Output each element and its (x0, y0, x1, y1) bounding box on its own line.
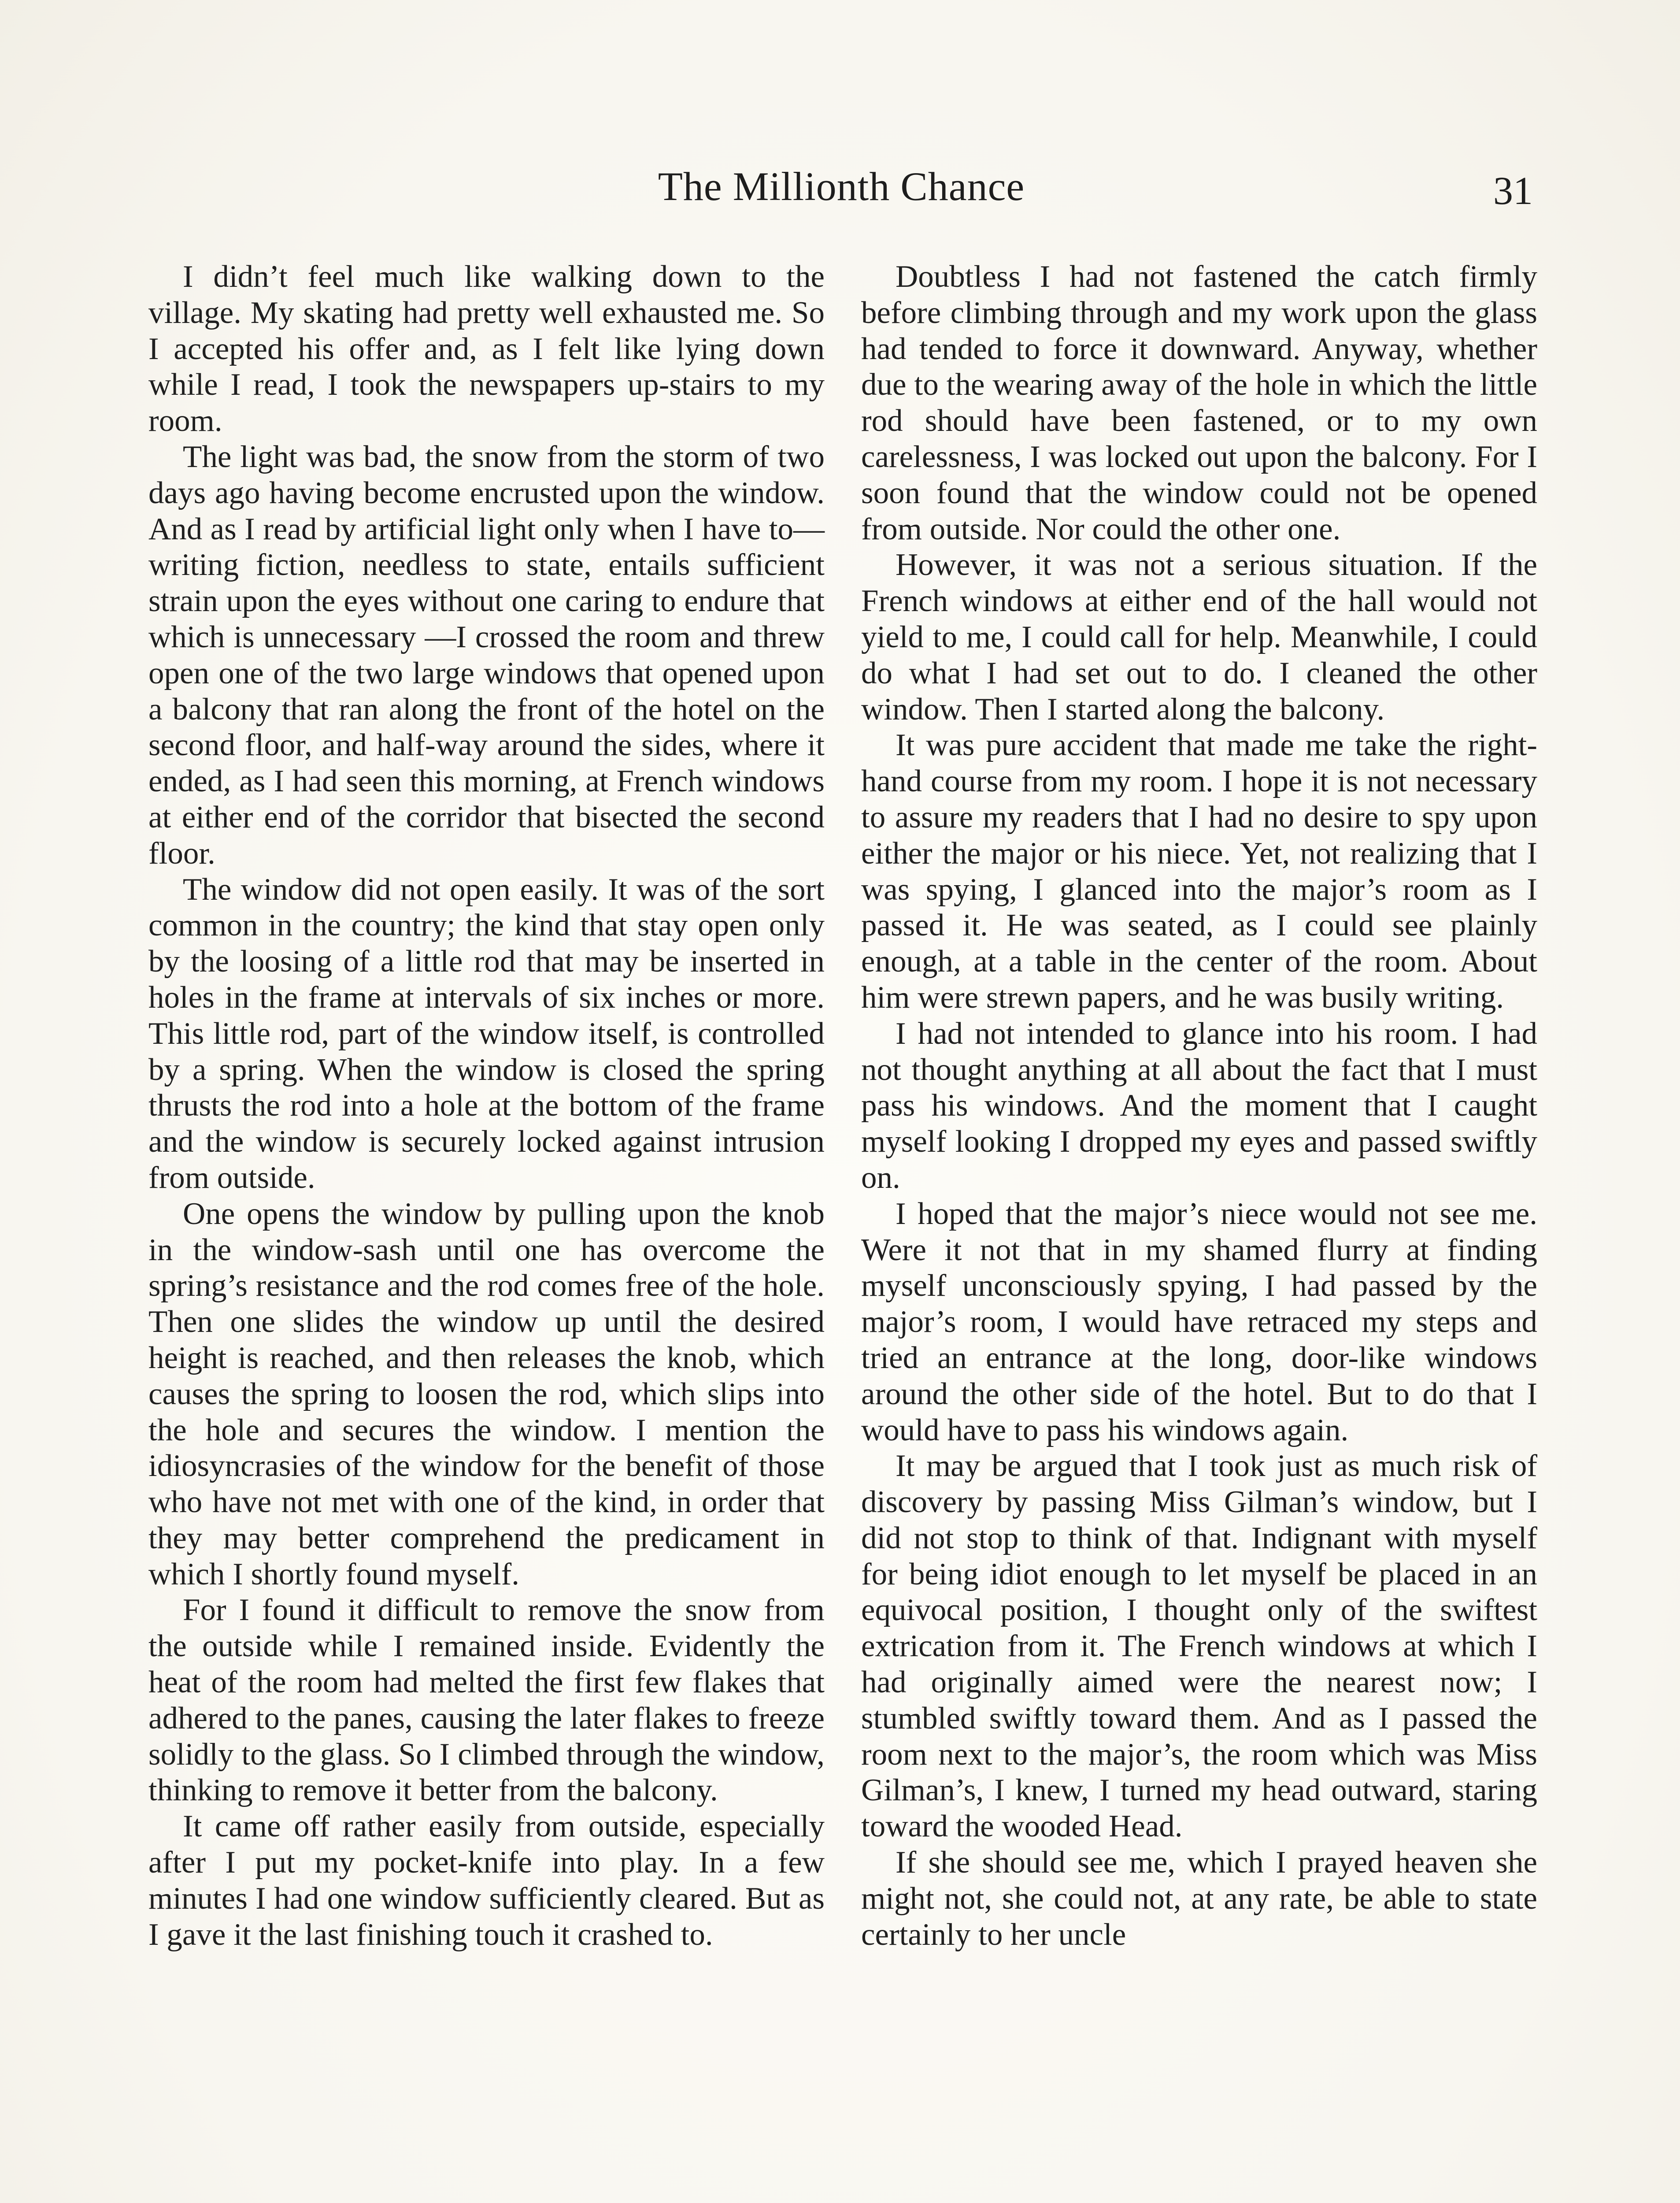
paragraph: I had not intended to glance into his room. I had not thought anything at all about the fact that I must pass his windows. And the moment that I caught myself looking I dropped my eyes and passed swiftly on. (861, 1016, 1537, 1195)
paragraph: Doubtless I had not fastened the catch firmly before climbing through and my work upon the glass had tended to force it downward. Anyway, whether due to the wearing away of the hole in which the little rod should have been fastened, or to my own carelessness, I was locked out upon the balcony. For I soon found that the window could not be opened from outside. Nor could the other one. (861, 260, 1537, 546)
paragraph: The window did not open easily. It was of the sort common in the country; the kind that stay open only by the loosing of a little rod that may be inserted in holes in the frame at intervals of six inches or more. This little rod, part of the window itself, is controlled by a spring. When the window is closed the spring thrusts the rod into a hole at the bottom of the frame and the window is securely locked against intrusion from outside. (148, 872, 825, 1195)
running-head-title: The Millionth Chance (658, 164, 1025, 209)
paragraph: It may be argued that I took just as much risk of discovery by passing Miss Gilman’s window, but I did not stop to think of that. Indignant with myself for being idiot enough to let myself be placed in an equivocal position, I thought only of the swiftest extrication from it. The French windows at which I had originally aimed were the nearest now; I stumbled swiftly toward them. And as I passed the room next to the major’s, the room which was Miss Gilman’s, I knew, I turned my head outward, staring toward the wooded Head. (861, 1449, 1537, 1844)
paragraph: I hoped that the major’s niece would not see me. Were it not that in my shamed flurry at finding myself unconsciously spying, I had passed by the major’s room, I would have retraced my steps and tried an entrance at the long, door-like windows around the other side of the hotel. But to do that I would have to pass his windows again. (861, 1196, 1537, 1447)
paragraph: If she should see me, which I prayed heaven she might not, she could not, at any rate, be able to state certainly to her uncle (861, 1845, 1537, 1952)
paragraph: It came off rather easily from outside, especially after I put my pocket-knife into play. In a few minutes I had one window sufficiently cleared. But as I gave it the last finishing touch it crashed to. (148, 1809, 825, 1952)
paragraph: The light was bad, the snow from the storm of two days ago having become encrusted upon the window. And as I read by artificial light only when I have to—writing fiction, needless to state, entails sufficient strain upon the eyes without one caring to endure that which is unnecessary —I crossed the room and threw open one of the two large windows that opened upon a balcony that ran along the front of the hotel on the second floor, and half-way around the sides, where it ended, as I had seen this morning, at French windows at either end of the corridor that bisected the second floor. (148, 439, 825, 871)
page-number: 31 (1493, 169, 1533, 213)
paragraph: One opens the window by pulling upon the knob in the window-sash until one has overcome the spring’s resistance and the rod comes free of the hole. Then one slides the window up until the desired height is reached, and then releases the knob, which causes the spring to loosen the rod, which slips into the hole and secures the window. I mention the idiosyncrasies of the window for the benefit of those who have not met with one of the kind, in order that they may better comprehend the predicament in which I shortly found myself. (148, 1196, 825, 1591)
text-column-right (861, 259, 1537, 1953)
paragraph: However, it was not a serious situation. If the French windows at either end of the hall would not yield to me, I could call for help. Meanwhile, I could do what I had set out to do. I cleaned the other window. Then I started along the balcony. (861, 548, 1537, 727)
paragraph: It was pure accident that made me take the right-hand course from my room. I hope it is not necessary to assure my readers that I had no desire to spy upon either the major or his niece. Yet, not realizing that I was spying, I glanced into the major’s room as I passed it. He was seated, as I could see plainly enough, at a table in the center of the room. About him were strewn papers, and he was busily writing. (861, 728, 1537, 1015)
text-column-left (148, 259, 825, 1953)
paragraph: For I found it difficult to remove the snow from the outside while I remained inside. Evidently the heat of the room had melted the first few flakes that adhered to the panes, causing the later flakes to freeze solidly to the glass. So I climbed through the window, thinking to remove it better from the balcony. (148, 1593, 825, 1808)
paragraph: I didn’t feel much like walking down to the village. My skating had pretty well exhausted me. So I accepted his offer and, as I felt like lying down while I read, I took the newspapers up-stairs to my room. (148, 260, 825, 438)
